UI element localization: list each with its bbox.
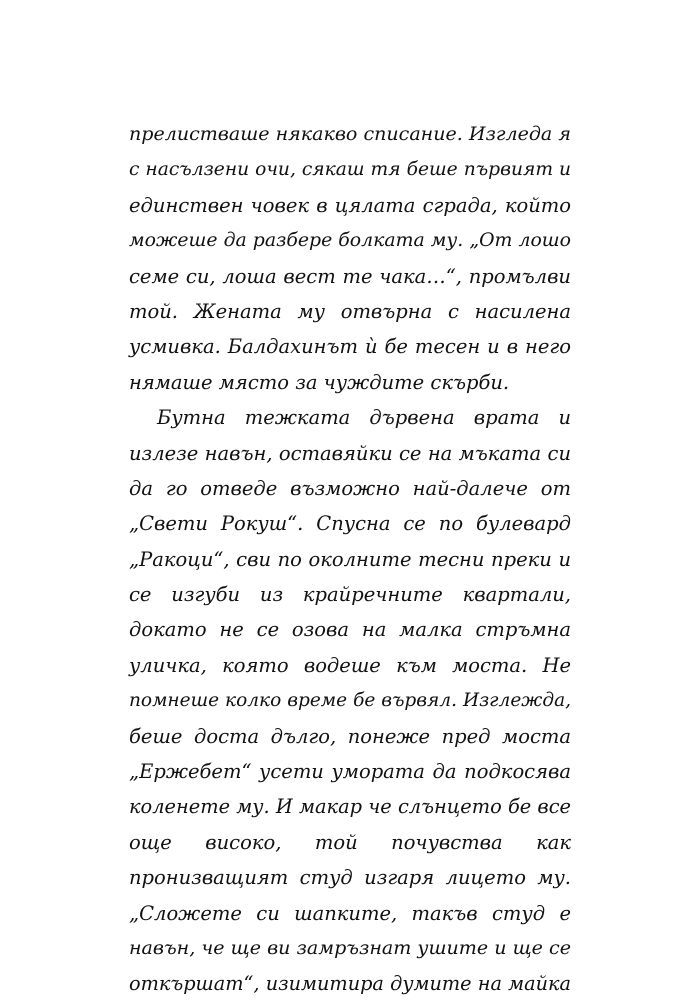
text-line: още високо, той почувства как <box>129 830 571 854</box>
text-line: „Ракоци“, сви по околните тесни преки и <box>129 547 571 571</box>
text-line: можеше да разбере болката му. „От лошо <box>129 230 571 252</box>
text-line: помнеше колко време бе вървял. Изглежда, <box>129 690 571 712</box>
page-text <box>129 117 571 1002</box>
text-line: навън, че ще ви замръзнат ушите и ще се <box>129 936 571 959</box>
text-line: той. Жената му отвърна с насилена <box>129 299 571 323</box>
text-line: откършат“, изимитира думите на майка <box>129 972 571 996</box>
text-line: с насълзени очи, сякаш тя беше първият и <box>129 159 571 181</box>
text-line: „Сложете си шапките, такъв студ е <box>129 901 571 925</box>
text-line: уличка, която водеше към моста. Не <box>129 653 571 677</box>
text-line: докато не се озова на малка стръмна <box>129 618 571 642</box>
text-line: „Ержебет“ усети умората да подкосява <box>129 760 571 784</box>
text-line: семе си, лоша вест те чака…“, промълви <box>129 264 571 288</box>
text-line: беше доста дълго, понеже пред моста <box>129 724 571 748</box>
text-line: се изгуби из крайречните квартали, <box>129 583 571 607</box>
paragraph-first-line: Бутна тежката дървена врата и <box>157 406 571 430</box>
text-line: „Свети Рокуш“. Спусна се по булевард <box>129 512 571 536</box>
text-line: коленете му. И макар че слънцето бе все <box>129 795 571 819</box>
text-line: единствен човек в цялата сграда, който <box>129 193 571 217</box>
text-line: да го отведе възможно най-далече от <box>129 476 571 500</box>
text-line: усмивка. Балдахинът ѝ бе тесен и в него <box>129 335 571 359</box>
text-line: пронизващият студ изгаря лицето му. <box>129 866 571 890</box>
text-line: излезе навън, оставяйки се на мъката си <box>129 441 571 465</box>
text-line: прелистваше някакво списание. Изгледа я <box>129 123 571 145</box>
paragraph-end-line: нямаше място за чуждите скърби. <box>129 370 510 394</box>
